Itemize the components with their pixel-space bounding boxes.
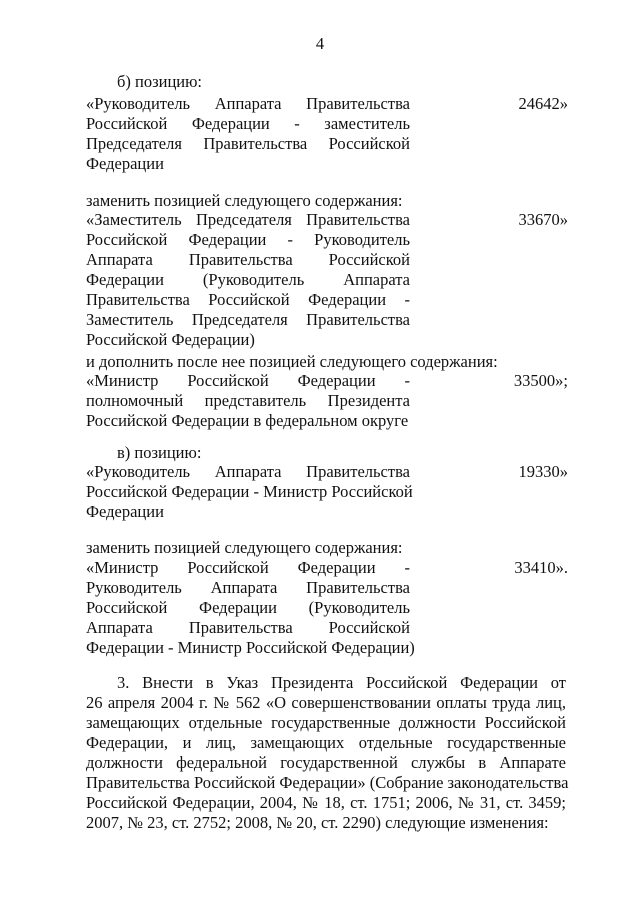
position-line: Заместитель Председателя Правительства — [86, 310, 410, 329]
paragraph-line: Федерации, и лиц, замещающих отдельные государственные — [86, 733, 566, 752]
position-line: Федерации — [86, 502, 164, 521]
position-value: 33410». — [514, 558, 568, 577]
section-v-heading: в) позицию: — [117, 443, 202, 462]
paragraph-line: 26 апреля 2004 г. № 562 «О совершенствовании оплаты труда лиц, — [86, 693, 566, 712]
section-b-heading: б) позицию: — [117, 72, 203, 91]
paragraph-line: Правительства Российской Федерации» (Собрание законодательства — [86, 773, 569, 792]
position-line: «Заместитель Председателя Правительства — [86, 210, 410, 229]
position-line: Руководитель Аппарата Правительства — [86, 578, 410, 597]
page-number: 4 — [315, 34, 325, 53]
position-line: Федерации (Руководитель Аппарата — [86, 270, 410, 289]
paragraph-line: Российской Федерации, 2004, № 18, ст. 1751; 2006, № 31, ст. 3459; — [86, 793, 566, 812]
paragraph-line: 2007, № 23, ст. 2752; 2008, № 20, ст. 2290) следующие изменения: — [86, 813, 549, 832]
position-line: «Министр Российской Федерации - — [86, 371, 410, 390]
position-value: 24642» — [518, 94, 568, 113]
position-line: Председателя Правительства Российской — [86, 134, 410, 153]
position-line: Российской Федерации в федеральном округе — [86, 411, 409, 430]
position-line: Федерации — [86, 154, 164, 173]
replace-intro: заменить позицией следующего содержания: — [86, 538, 403, 557]
position-line: Российской Федерации - Руководитель — [86, 230, 410, 249]
position-value: 33500»; — [513, 371, 568, 390]
paragraph-line: должности федеральной государственной службы в Аппарате — [86, 753, 566, 772]
paragraph-line: замещающих отдельные государственные должности Российской — [86, 713, 566, 732]
position-value: 33670» — [518, 210, 568, 229]
position-line: Российской Федерации - Министр Российской — [86, 482, 413, 501]
position-line: «Руководитель Аппарата Правительства — [86, 462, 410, 481]
replace-intro: заменить позицией следующего содержания: — [86, 191, 403, 210]
position-line: «Министр Российской Федерации - — [86, 558, 410, 577]
position-line: Российской Федерации (Руководитель — [86, 598, 410, 617]
position-line: Правительства Российской Федерации - — [86, 290, 410, 309]
position-line: полномочный представитель Президента — [86, 391, 410, 410]
position-line: «Руководитель Аппарата Правительства — [86, 94, 410, 113]
position-line: Российской Федерации) — [86, 330, 255, 349]
position-value: 19330» — [518, 462, 568, 481]
position-line: Российской Федерации - заместитель — [86, 114, 410, 133]
add-intro: и дополнить после нее позицией следующего содержания: — [86, 352, 498, 371]
paragraph-line: 3. Внести в Указ Президента Российской Федерации от — [117, 673, 566, 692]
position-line: Аппарата Правительства Российской — [86, 250, 410, 269]
position-line: Аппарата Правительства Российской — [86, 618, 410, 637]
position-line: Федерации - Министр Российской Федерации) — [86, 638, 415, 657]
